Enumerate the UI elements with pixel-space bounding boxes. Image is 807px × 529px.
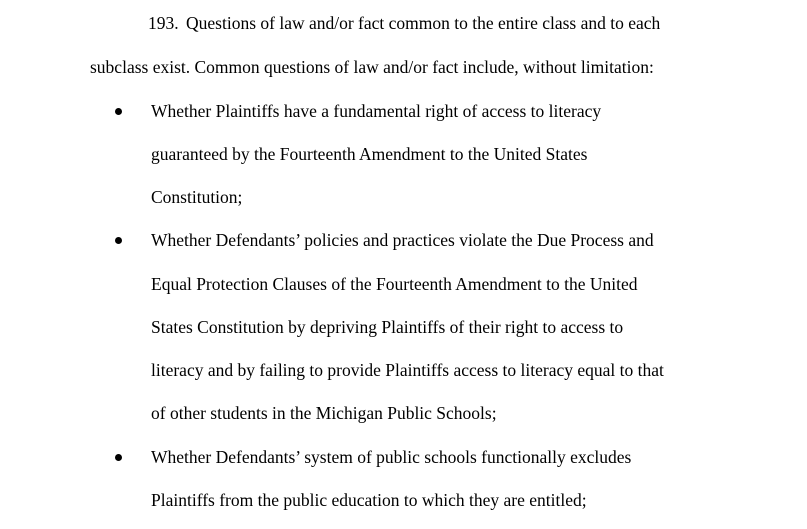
bullet-marker [115, 237, 122, 244]
bullet-marker [115, 108, 122, 115]
bullet-line: Plaintiffs from the public education to which they are entitled; [151, 490, 587, 510]
bullet-line: Equal Protection Clauses of the Fourteenth Amendment to the United [151, 274, 638, 294]
bullet-line: Whether Plaintiffs have a fundamental right of access to literacy [151, 101, 602, 121]
paragraph-number: 193. [148, 13, 179, 33]
paragraph-line: Questions of law and/or fact common to the entire class and to each [186, 13, 661, 33]
bullet-line: Whether Defendants’ policies and practices violate the Due Process and [151, 230, 654, 250]
bullet-line: of other students in the Michigan Public Schools; [151, 403, 497, 423]
bullet-line: Constitution; [151, 187, 243, 207]
paragraph-line: subclass exist. Common questions of law and/or fact include, without limitation: [90, 57, 654, 77]
bullet-line: States Constitution by depriving Plaintiffs of their right to access to [151, 317, 624, 337]
bullet-line: guaranteed by the Fourteenth Amendment to the United States [151, 144, 588, 164]
bullet-marker [115, 454, 122, 461]
bullet-line: Whether Defendants’ system of public schools functionally excludes [151, 447, 632, 467]
bullet-line: literacy and by failing to provide Plaintiffs access to literacy equal to that [151, 360, 664, 380]
